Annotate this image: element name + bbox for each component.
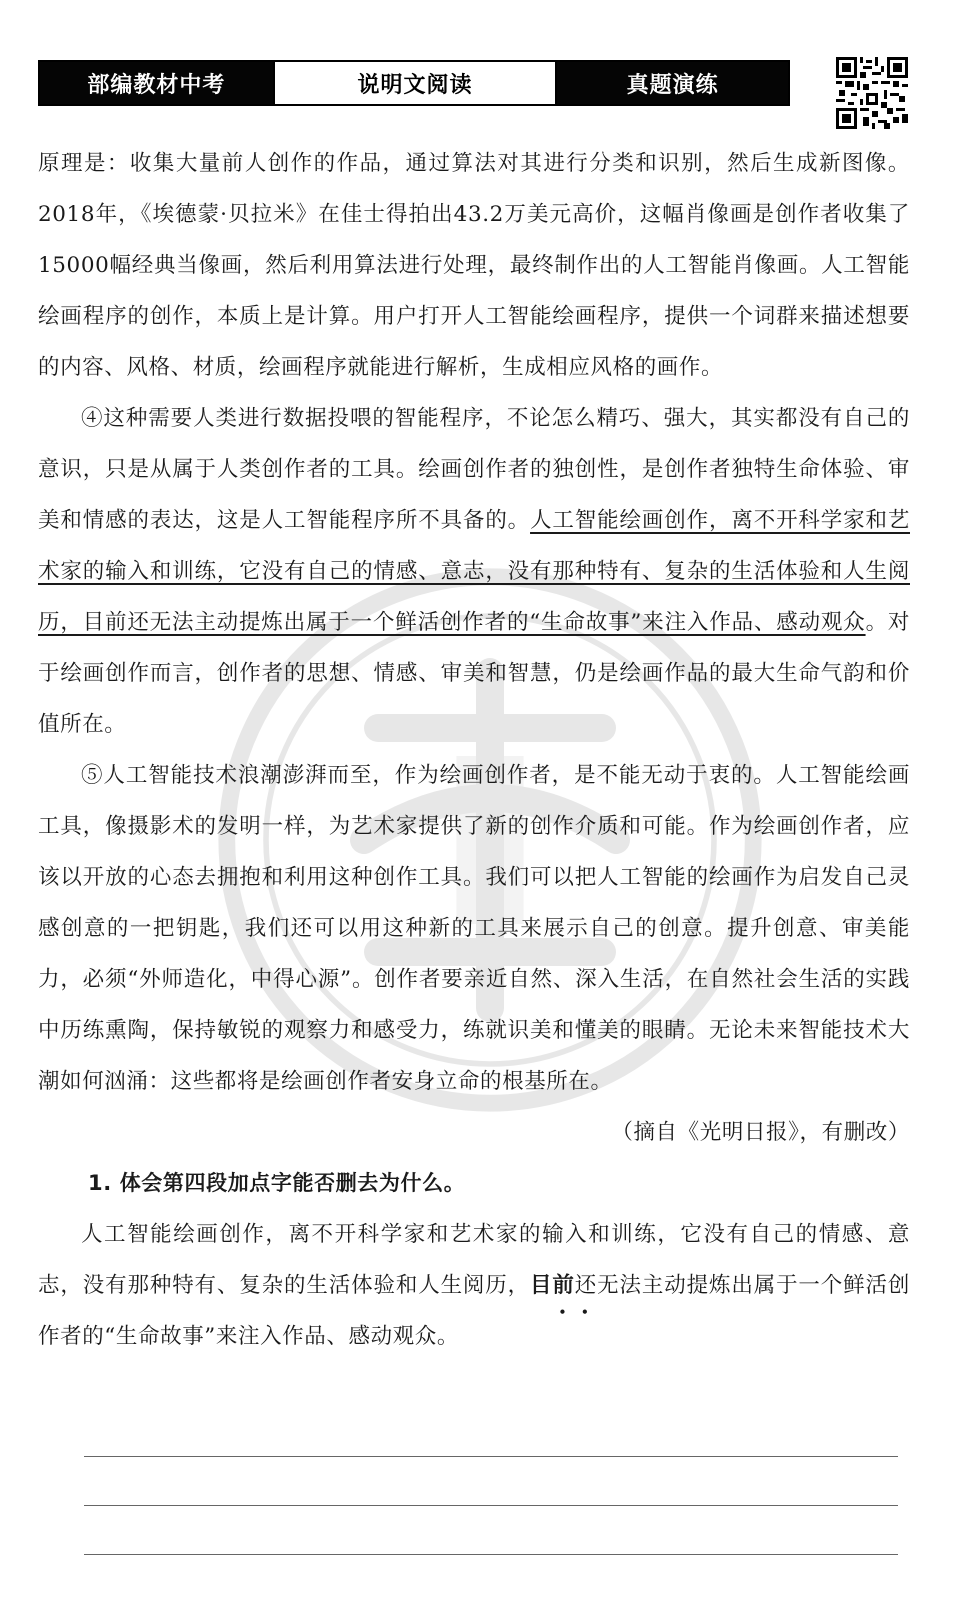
source-citation: （摘自《光明日报》，有删改） [611, 1120, 910, 1145]
dotted-char-2: 前 [552, 1273, 575, 1298]
question-quote [38, 1209, 910, 1362]
answer-line-3[interactable] [84, 1554, 898, 1555]
answer-line-1[interactable] [84, 1456, 898, 1457]
header-bar [38, 60, 790, 106]
question-title: 1. 体会第四段加点字能否删去为什么。 [88, 1171, 466, 1195]
paragraph-5: ⑤人工智能技术浪潮澎湃而至，作为绘画创作者，是不能无动于衷的。人工智能绘画工具，像摄影术的发明一样，为艺术家提供了新的创作介质和可能。作为绘画创作者，应该以开放的心态去拥抱和利用这种创作工具。我们可以把人工智能的绘画作为启发自己灵感创意的一把钥匙，我们还可以用这种新的工具来展示自己的创意。提升创意、审美能力，必须“外师造化，中得心源”。创作者要亲近自然、深入生活，在自然社会生活的实践中历练熏陶，保持敏锐的观察力和感受力，练就识美和懂美的眼睛。无论未来智能技术大潮如何汹涌：这些都将是绘画创作者安身立命的根基所在。 [38, 763, 910, 1094]
answer-line-2[interactable] [84, 1505, 898, 1506]
header-section: 真题演练 [557, 62, 788, 104]
paragraph-3-continued: 原理是：收集大量前人创作的作品，通过算法对其进行分类和识别，然后生成新图像。2018年，《埃德蒙·贝拉米》在佳士得拍出43.2万美元高价，这幅肖像画是创作者收集了15000幅经典当像画，然后利用算法进行处理，最终制作出的人工智能肖像画。人工智能绘画程序的创作，本质上是计算。用户打开人工智能绘画程序，提供一个词群来描述想要的内容、风格、材质，绘画程序就能进行解析，生成相应风格的画作。 [38, 151, 910, 380]
paragraph-4-part-b: 。对于绘画创作而言，创作者的思想、情感、审美和智慧，仍是绘画作品的最大生命气韵和价值所在。 [38, 610, 910, 737]
paragraph-4-part-a: ④这种需要人类进行数据投喂的智能程序，不论怎么精巧、强大，其实都没有自己的意识，只是从属于人类创作者的工具。绘画创作者的独创性，是创作者独特生命体验、审美和情感的表达，这是人工智能程序所不具备的。 [38, 406, 910, 533]
paragraph-4 [38, 393, 910, 750]
underlined-sentence: 人工智能绘画创作，离不开科学家和艺术家的输入和训练，它没有自己的情感、意志，没有那种特有、复杂的生活体验和人生阅历，目前还无法主动提炼出属于一个鲜活创作者的“生命故事”来注入作品、感动观众 [38, 508, 910, 635]
dotted-char-1: 目 [530, 1273, 553, 1298]
header-topic: 说明文阅读 [273, 62, 557, 104]
quote-part-a: 人工智能绘画创作，离不开科学家和艺术家的输入和训练，它没有自己的情感、意志，没有那种特有、复杂的生活体验和人生阅历， [38, 1222, 910, 1298]
answer-lines [84, 1456, 898, 1603]
qr-code-icon [836, 57, 908, 129]
quote-part-b: 还无法主动提炼出属于一个鲜活创作者的“生命故事”来注入作品、感动观众。 [38, 1273, 910, 1349]
header-subject: 部编教材中考 [40, 62, 273, 104]
article-body [38, 138, 910, 1362]
